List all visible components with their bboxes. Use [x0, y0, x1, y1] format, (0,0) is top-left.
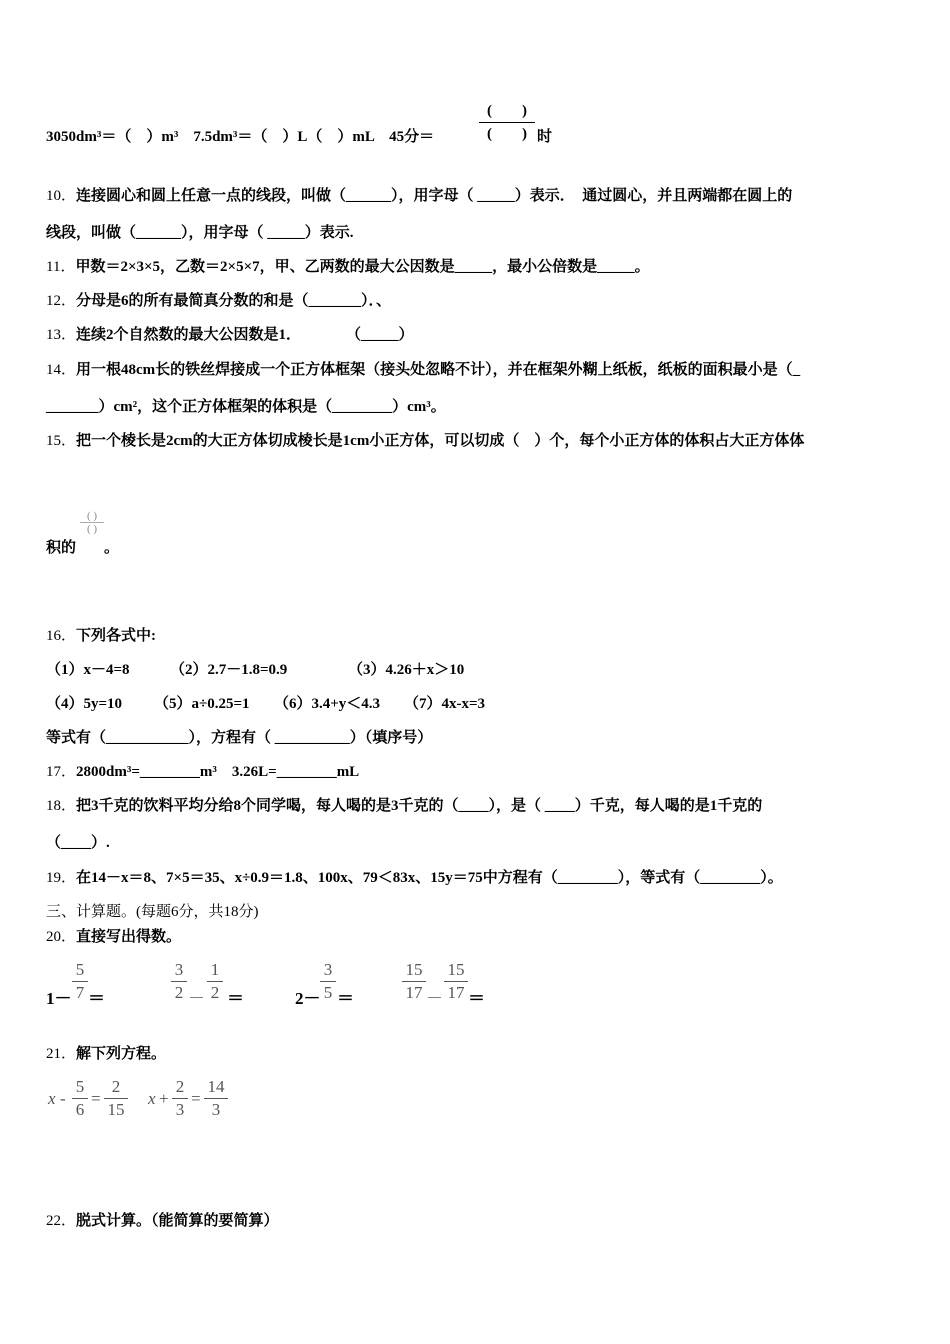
q20-title: 直接写出得数。	[76, 929, 182, 945]
q20-e4-frac1	[402, 960, 426, 1003]
q15-number: 15．	[46, 433, 77, 449]
q20-e3-eq: ＝	[337, 989, 354, 1008]
q21-eq2-num2: 14	[207, 1077, 225, 1096]
q20-e3-bar	[320, 981, 336, 982]
q21-eq2-num1: 2	[175, 1077, 185, 1096]
q20-e3-frac	[320, 960, 336, 1003]
q20-e4-bar2	[444, 981, 468, 982]
q20-e2-bar1	[171, 981, 187, 982]
q20-e1-frac	[72, 960, 88, 1003]
q16-item-1: （1）x－4=8	[46, 662, 130, 678]
q18-text1: 把3千克的饮料平均分给8个同学喝，每人喝的是3千克的（____），是（ ____）千克，每人喝的是1千克的	[76, 798, 763, 814]
q20-number: 20．	[46, 929, 77, 945]
q17-line	[46, 762, 359, 782]
q19-line	[46, 868, 783, 888]
q21-eq1-den1: 6	[75, 1100, 85, 1119]
q16-row2-c	[274, 694, 380, 714]
q9-fraction	[479, 100, 535, 145]
q21-eq2-bar1	[172, 1098, 188, 1099]
q9-suffix-wrap	[537, 127, 552, 147]
q21-eq1-num1: 5	[75, 1077, 85, 1096]
q15-text2-pre: 积的	[46, 540, 77, 556]
q15-line2-end	[104, 538, 119, 558]
q21-number: 21．	[46, 1046, 77, 1062]
q15-line1	[46, 431, 804, 451]
q16-title: 下列各式中:	[76, 628, 157, 644]
q14-line2	[46, 397, 446, 417]
q21-eq2-den2: 3	[211, 1100, 221, 1119]
q21-eq2-var-text: x	[148, 1089, 156, 1108]
q11-text: 甲数＝2×3×5，乙数＝2×5×7，甲、乙两数的最大公因数是_____，最小公倍数是_____。	[75, 259, 650, 275]
q22-number: 22．	[46, 1213, 77, 1229]
q18-text2: （____）.	[46, 835, 110, 851]
q20-e2-num2: 1	[210, 960, 220, 979]
q22-title: 脱式计算。（能简算的要简算）	[76, 1213, 279, 1229]
q16-row2-d	[404, 694, 485, 714]
q18-number: 18．	[46, 798, 77, 814]
q13-line	[46, 325, 414, 345]
q21-eq2-bar2	[204, 1098, 228, 1099]
q16-item-6: （6）3.4+y＜4.3	[274, 696, 381, 712]
q20-e1-lead: 1－	[46, 989, 72, 1008]
q21-eq1-op: -	[60, 1089, 66, 1108]
q21-eq2-frac1	[172, 1077, 188, 1120]
q10-text1: 连接圆心和圆上任意一点的线段，叫做（______），用字母（ _____）表示． 通过圆心，并且两端都在圆上的	[76, 188, 793, 204]
q20-e4-bar1	[402, 981, 426, 982]
q20-e2-minus: －	[188, 989, 205, 1008]
q12-text: 分母是6的所有最简真分数的和是（_______）．、	[76, 293, 392, 309]
q16-item-2: （2）2.7－1.8=0.9	[170, 662, 288, 678]
q16-item-4: （4）5y=10	[46, 696, 123, 712]
q20-e2-eq: ＝	[227, 989, 244, 1008]
q10-text2: 线段，叫做（______），用字母（ _____）表示.	[46, 225, 354, 241]
q15-frac-top: ( )	[86, 510, 98, 522]
q20-e2-den1: 2	[174, 983, 184, 1002]
q10-line2	[46, 223, 354, 243]
q20-e1-bar	[72, 981, 88, 982]
q21-eq1-var-text: x	[48, 1089, 56, 1108]
section3-title-line	[46, 902, 259, 922]
q20-e4-minus: －	[426, 989, 443, 1008]
q16-item-5: （5）a÷0.25=1	[154, 696, 250, 712]
q16-row1-b	[170, 660, 287, 680]
q21-eq2-frac2	[204, 1077, 228, 1120]
q14-number: 14．	[46, 362, 77, 378]
q16-answer: 等式有（___________），方程有（ __________）（填序号）	[46, 730, 433, 746]
q20-e1-den: 7	[75, 983, 85, 1002]
q21-eq1-bar1	[72, 1098, 88, 1099]
q14-text2: _______）cm²，这个正方体框架的体积是（________）cm³。	[46, 399, 446, 415]
q20-e4-den2: 17	[447, 983, 465, 1002]
q21-title: 解下列方程。	[76, 1046, 167, 1062]
q16-item-7: （7）4x-x=3	[404, 696, 486, 712]
q9-line	[46, 127, 434, 147]
q20-e4-eq: ＝	[468, 989, 485, 1008]
q19-text: 在14－x＝8、7×5＝35、x÷0.9＝1.8、100x、79＜83x、15y＝75中方程有（________），等式有（________）。	[76, 870, 783, 886]
q9-frac-num: ( )	[487, 103, 527, 119]
q16-row2-b	[154, 694, 250, 714]
q15-line2	[46, 538, 76, 558]
q21-eq2-var	[148, 1089, 156, 1109]
q17-number: 17．	[46, 764, 77, 780]
q20-e4-num1: 15	[405, 960, 423, 979]
q15-text2-post: 。	[104, 540, 120, 556]
q20-e4-frac2	[444, 960, 468, 1003]
q11-number: 11．	[46, 259, 76, 275]
q21-eq1-frac1	[72, 1077, 88, 1120]
q13-text: 连续2个自然数的最大公因数是1． （_____）	[76, 327, 414, 343]
q10-line1	[46, 186, 792, 206]
q20-e3-num: 3	[323, 960, 333, 979]
q15-frac-bottom: ( )	[86, 523, 98, 535]
q13-number: 13．	[46, 327, 77, 343]
q21-eq1-eq: =	[91, 1089, 101, 1108]
q21-eq2-op: +	[159, 1089, 169, 1108]
q16-title-line	[46, 626, 156, 646]
q9-suffix: 时	[537, 129, 553, 145]
q21-eq1-var	[48, 1089, 56, 1109]
q20-e1-num: 5	[75, 960, 85, 979]
q9-frac-den: ( )	[487, 126, 527, 142]
q14-text1: 用一根48cm长的铁丝焊接成一个正方体框架（接头处忽略不计），并在框架外糊上纸板，纸板的面积最小是（_	[76, 362, 801, 378]
q20-e2-bar2	[207, 981, 223, 982]
q16-item-3: （3）4.26＋x＞10	[348, 662, 465, 678]
q12-line	[46, 291, 391, 311]
q18-line2	[46, 833, 110, 853]
q20-e3-den: 5	[323, 983, 333, 1002]
q9-text: 3050dm³＝（ ）m³ 7.5dm³＝（ ）L（ ）mL 45分＝	[46, 129, 435, 145]
q21-eq2-eq: =	[191, 1089, 201, 1108]
q15-text1: 把一个棱长是2cm的大正方体切成棱长是1cm小正方体，可以切成（ ）个，每个小正方体的体积占大正方体体	[76, 433, 805, 449]
q21-eq2-den1: 3	[175, 1100, 185, 1119]
q19-number: 19．	[46, 870, 77, 886]
q18-line1	[46, 796, 762, 816]
q22-title-line	[46, 1211, 279, 1231]
q20-e4-den1: 17	[405, 983, 423, 1002]
q16-row1-c	[348, 660, 464, 680]
q10-number: 10．	[46, 188, 77, 204]
q16-row2-a	[46, 694, 122, 714]
q20-e4-num2: 15	[447, 960, 465, 979]
q15-fraction-placeholder	[80, 510, 104, 535]
q16-number: 16．	[46, 628, 77, 644]
q17-text: 2800dm³=________m³ 3.26L=________mL	[76, 764, 360, 780]
q20-title-line	[46, 927, 181, 947]
q21-title-line	[46, 1044, 166, 1064]
q21-eq1-num2: 2	[111, 1077, 121, 1096]
section3-title: 三、计算题。(每题6分，共18分)	[46, 904, 259, 920]
q21-eq1-bar2	[104, 1098, 128, 1099]
q14-line1	[46, 360, 800, 380]
q20-e1-eq: ＝	[88, 989, 105, 1008]
q20-e2-frac2	[207, 960, 223, 1003]
q20-e2-frac1	[171, 960, 187, 1003]
q20-e2-den2: 2	[210, 983, 220, 1002]
q16-row1-a	[46, 660, 130, 680]
q11-line	[46, 257, 650, 277]
q20-e2-num1: 3	[174, 960, 184, 979]
q21-eq1-frac2	[104, 1077, 128, 1120]
q21-eq1-den2: 15	[107, 1100, 125, 1119]
q12-number: 12．	[46, 293, 77, 309]
q20-e3-lead: 2－	[295, 989, 321, 1008]
q16-answer-line	[46, 728, 432, 748]
